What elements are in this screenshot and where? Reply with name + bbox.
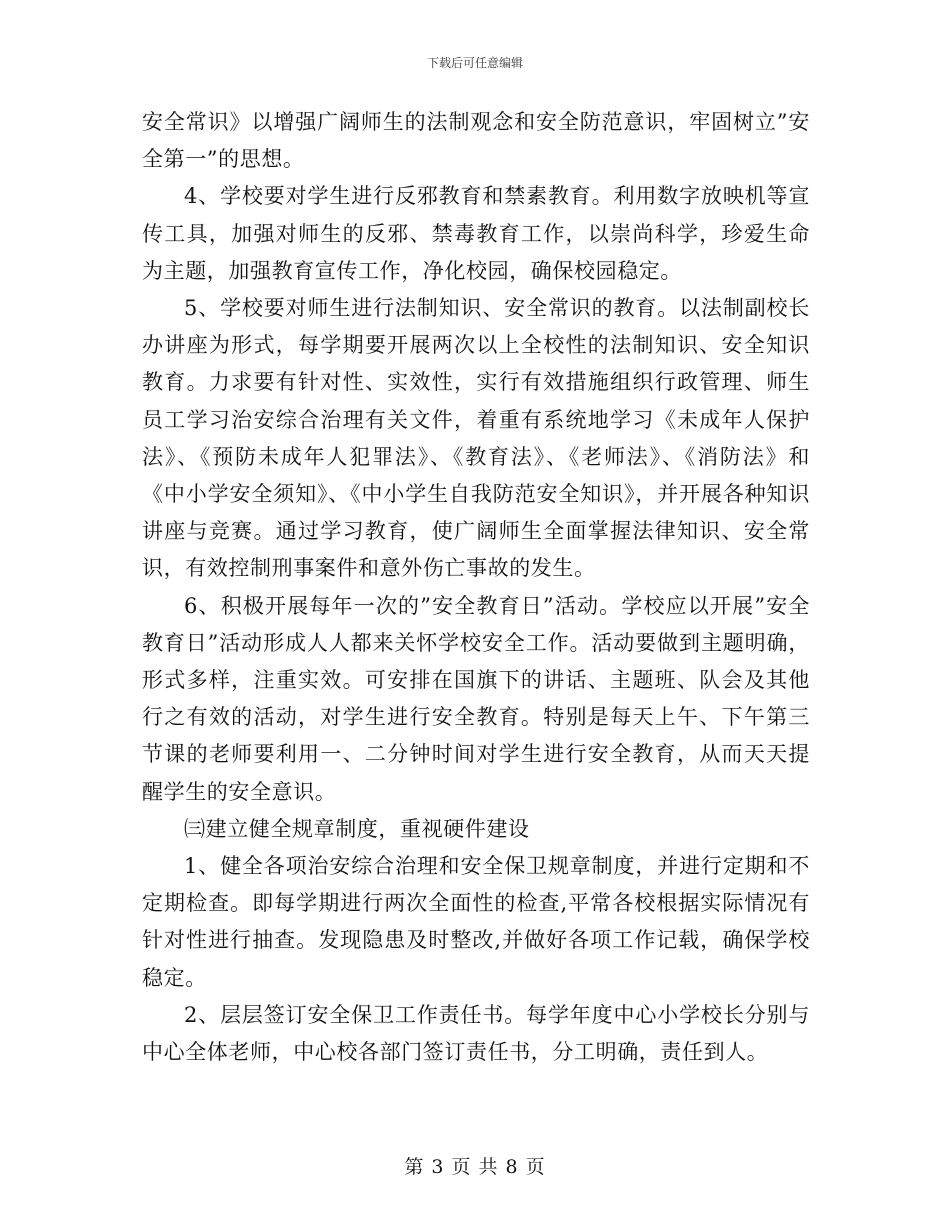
page-number: 第 3 页 共 8 页 xyxy=(404,1156,546,1178)
paragraph-continuation: 安全常识》以增强广阔师生的法制观念和安全防范意识，牢固树立”安全第一”的思想。 xyxy=(142,110,810,172)
paragraph-item-5: 5、学校要对师生进行法制知识、安全常识的教育。以法制副校长办讲座为形式，每学期要开展两次以上全校性的法制知识、安全知识教育。力求要有针对性、实效性，实行有效措施组织行政管理、师生员工学习治安综合治理有关文件，着重有系统地学习《未成年人保护法》、《预防未成年人犯罪法》、《教育法》、《老师法》、《消防法》和《中小学安全须知》、《中小学生自我防范安全知识》，并开展各种知识讲座与竞赛。通过学习教育，使广阔师生全面掌握法律知识、安全常识，有效控制刑事案件和意外伤亡事故的发生。 xyxy=(142,296,810,581)
paragraph-item-1: 1、健全各项治安综合治理和安全保卫规章制度，并进行定期和不定期检查。即每学期进行两次全面性的检查,平常各校根据实际情况有针对性进行抽查。发现隐患及时整改,并做好各项工作记载，确保学校稳定。 xyxy=(142,854,810,990)
header-note: 下载后可任意编辑 xyxy=(426,56,523,70)
paragraph-item-6: 6、积极开展每年一次的”安全教育日”活动。学校应以开展”安全教育日”活动形成人人都来关怀学校安全工作。活动要做到主题明确，形式多样，注重实效。可安排在国旗下的讲话、主题班、队会及其他行之有效的活动，对学生进行安全教育。特别是每天上午、下午第三节课的老师要利用一、二分钟时间对学生进行安全教育，从而天天提醒学生的安全意识。 xyxy=(142,593,810,804)
document-body xyxy=(142,104,810,1071)
paragraph-item-2: 2、层层签订安全保卫工作责任书。每学年度中心小学校长分别与中心全体老师，中心校各部门签订责任书，分工明确，责任到人。 xyxy=(142,1002,810,1065)
section-heading-3: ㈢建立健全规章制度，重视硬件建设 xyxy=(184,816,530,841)
paragraph-item-4: 4、学校要对学生进行反邪教育和禁素教育。利用数字放映机等宣传工具，加强对师生的反邪、禁毒教育工作，以崇尚科学，珍爱生命为主题，加强教育宣传工作，净化校园，确保校园稳定。 xyxy=(142,184,810,283)
